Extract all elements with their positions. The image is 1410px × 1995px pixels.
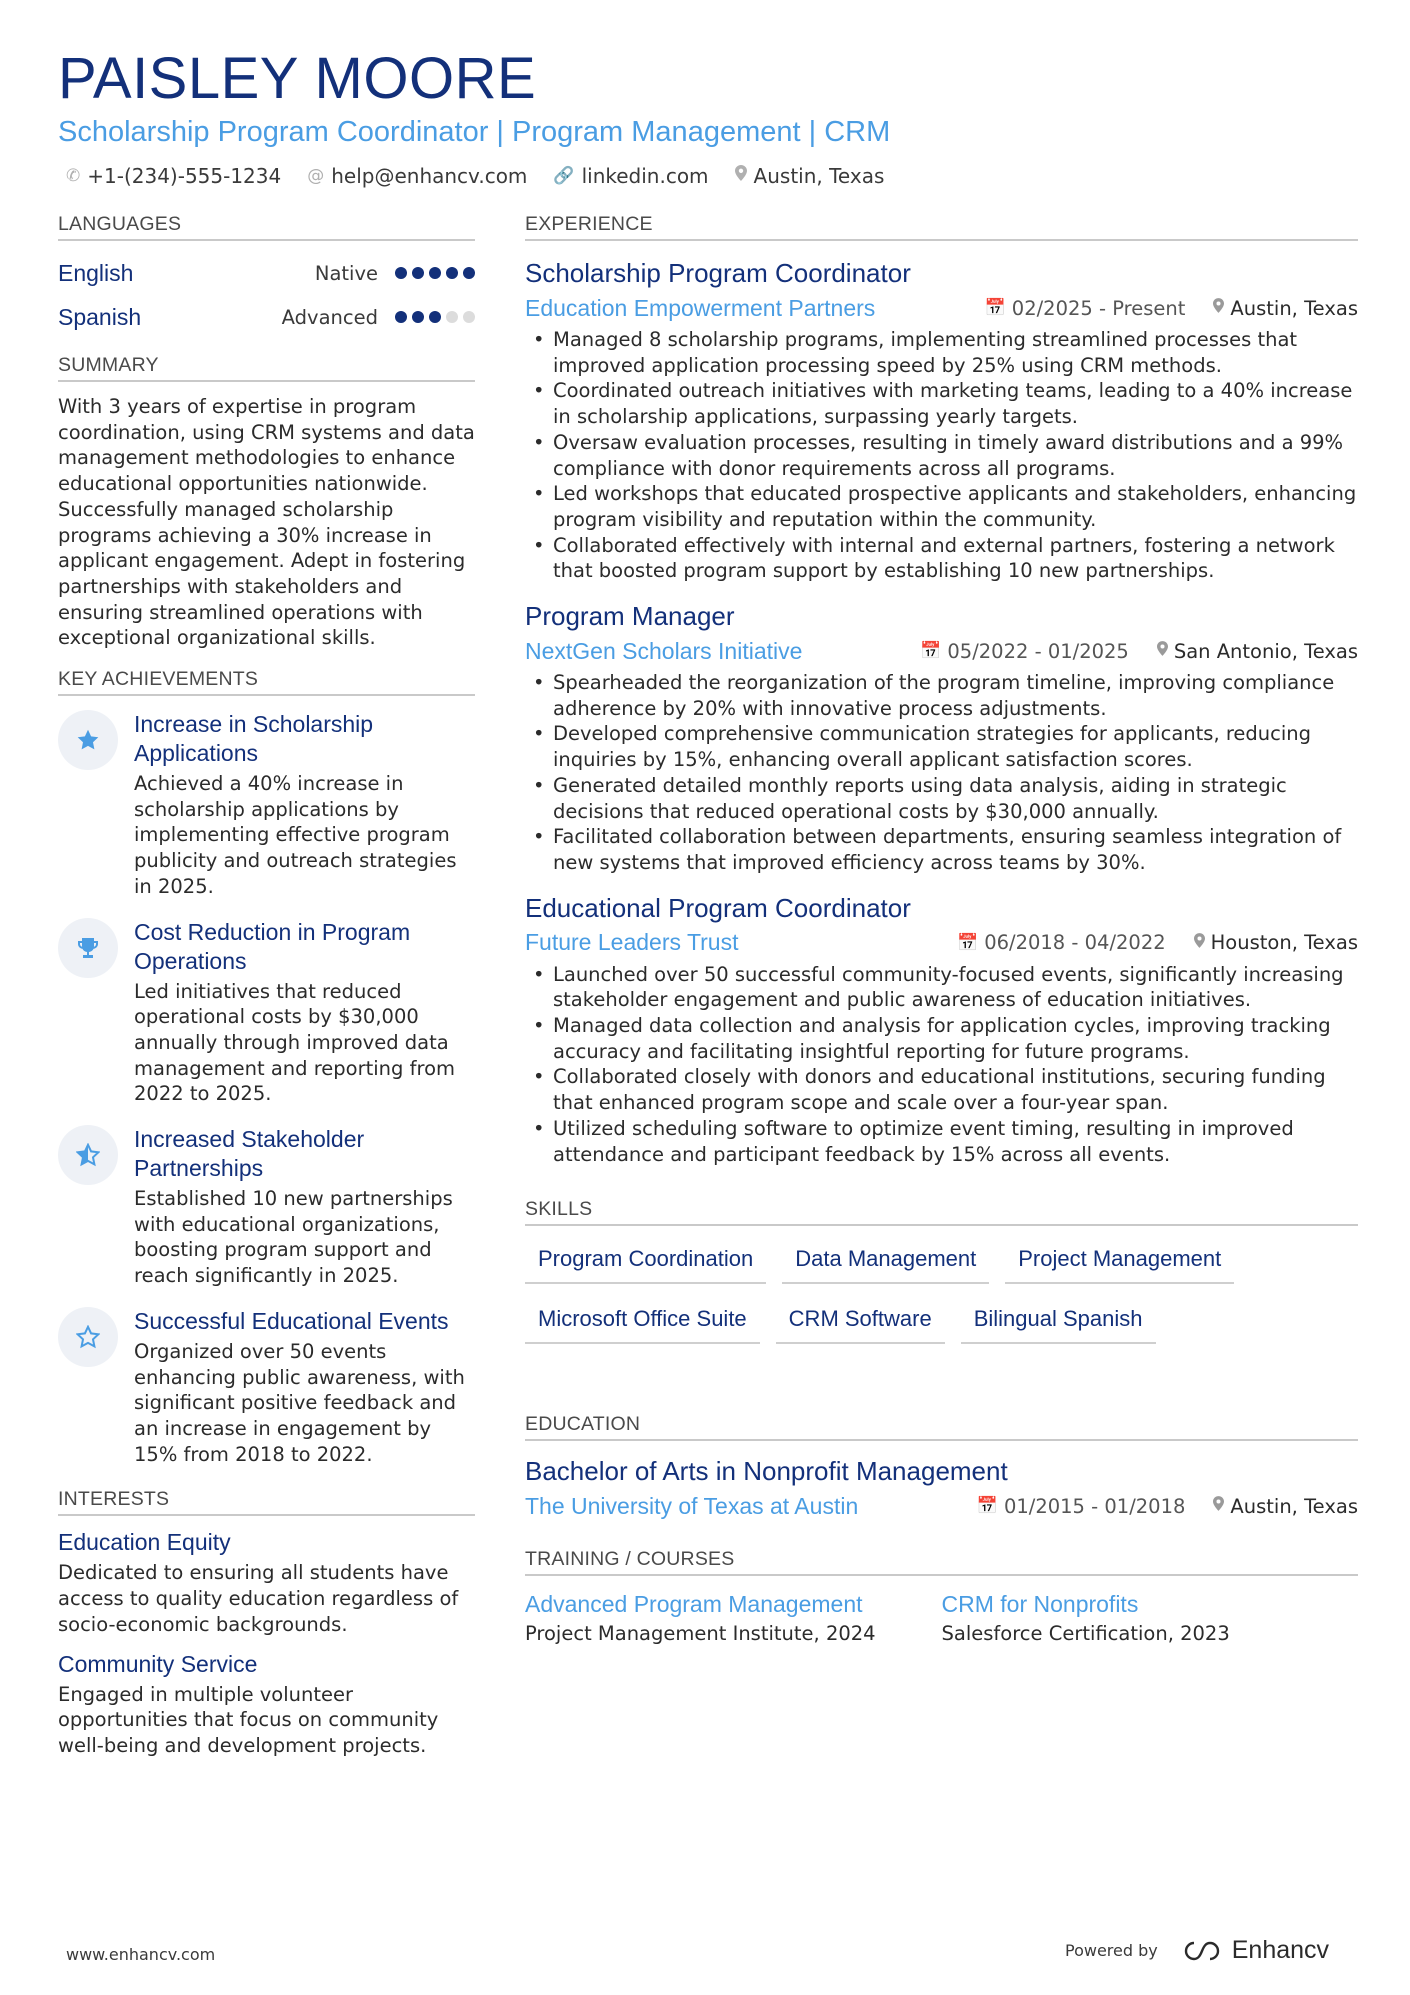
summary-text: With 3 years of expertise in program coordination, using CRM systems and data management methodologies to enhance educational opportunities nationwide. Successfully managed scholarship programs achieving a 30% increase in applicant engagement. Adept in fostering partnerships with stakeholders and ensuring streamlined operations with exceptional organizational skills. bbox=[58, 395, 475, 650]
proficiency-dot bbox=[412, 311, 424, 323]
job-title: Program Manager bbox=[525, 601, 735, 632]
job-bullet: • Developed comprehensive communication strategies for applicants, reducing inquiries by 15%, enhancing overall applicant satisfaction scores. bbox=[525, 721, 1358, 772]
achievement-item bbox=[58, 710, 475, 900]
brand-logo[interactable] bbox=[1180, 1936, 1329, 1965]
achievement-text: Led initiatives that reduced operational costs by $30,000 annually through improved data management and reporting from 2022 to 2025. bbox=[134, 979, 455, 1106]
job-meta bbox=[525, 928, 1358, 958]
job-entry bbox=[525, 257, 1358, 584]
skill-tag: CRM Software bbox=[776, 1300, 945, 1344]
job-date bbox=[920, 640, 1129, 663]
contact-email-text: help@enhancv.com bbox=[331, 164, 528, 188]
languages-list bbox=[58, 251, 475, 339]
contact-email[interactable] bbox=[307, 163, 527, 189]
phone-icon: ✆ bbox=[66, 166, 81, 186]
language-name: Spanish bbox=[58, 303, 142, 330]
skills-list bbox=[525, 1240, 1358, 1344]
course-item bbox=[942, 1590, 1359, 1648]
interests-title: INTERESTS bbox=[58, 1487, 475, 1516]
star-icon bbox=[58, 710, 118, 770]
language-proficiency-dots bbox=[395, 267, 475, 279]
course-provider: Salesforce Certification, 2023 bbox=[941, 1622, 1230, 1646]
language-name: English bbox=[58, 259, 134, 286]
brand-name: Enhancv bbox=[1231, 1936, 1330, 1964]
skills-title: SKILLS bbox=[525, 1197, 1358, 1226]
language-proficiency-dots bbox=[395, 311, 475, 323]
job-meta bbox=[525, 636, 1358, 666]
job-bullet: • Oversaw evaluation processes, resulting in timely award distributions and a 99% compliance with donor requirements across all programs. bbox=[525, 430, 1358, 481]
job-bullet: • Facilitated collaboration between departments, ensuring seamless integration of new systems that improved efficiency across teams by 30%. bbox=[525, 824, 1358, 875]
skill-tag: Bilingual Spanish bbox=[961, 1300, 1156, 1344]
location-icon bbox=[735, 163, 747, 189]
interest-title: Education Equity bbox=[58, 1529, 231, 1556]
job-location bbox=[1194, 931, 1358, 954]
location-icon bbox=[1157, 641, 1168, 661]
education-location-text: Austin, Texas bbox=[1230, 1494, 1358, 1518]
achievement-title: Successful Educational Events bbox=[134, 1307, 449, 1334]
calendar-icon: 📅 bbox=[957, 932, 979, 953]
language-level: Advanced bbox=[281, 305, 378, 329]
job-bullet: • Launched over 50 successful community-focused events, significantly increasing stakeholder engagement and public awareness of education initiatives. bbox=[525, 962, 1358, 1013]
job-bullet: • Led workshops that educated prospective applicants and stakeholders, enhancing program visibility and reputation within the community. bbox=[525, 481, 1358, 532]
summary-title: SUMMARY bbox=[58, 353, 475, 382]
skill-tag: Data Management bbox=[782, 1240, 989, 1284]
job-location bbox=[1213, 297, 1358, 320]
job-bullet: • Coordinated outreach initiatives with marketing teams, leading to a 40% increase in scholarship applications, surpassing yearly targets. bbox=[525, 378, 1358, 429]
job-bullet: • Collaborated closely with donors and educational institutions, securing funding that enhanced program scope and scale over a four-year span. bbox=[525, 1064, 1358, 1115]
job-entry bbox=[525, 892, 1358, 1168]
skill-tag: Microsoft Office Suite bbox=[525, 1300, 760, 1344]
achievement-text: Organized over 50 events enhancing public awareness, with significant positive feedback and an increase in engagement by 15% from 2018 to 2022. bbox=[134, 1339, 465, 1466]
contact-bar bbox=[66, 163, 884, 189]
footer-branding bbox=[1065, 1936, 1329, 1965]
job-title: Scholarship Program Coordinator bbox=[525, 258, 911, 288]
interest-item bbox=[58, 1650, 475, 1759]
calendar-icon: 📅 bbox=[920, 641, 942, 662]
course-title: Advanced Program Management bbox=[525, 1591, 863, 1618]
achievement-title: Cost Reduction in Program Operations bbox=[134, 918, 411, 974]
job-bullet: • Spearheaded the reorganization of the program timeline, improving compliance adherence by 20% with innovative process adjustments. bbox=[525, 670, 1358, 721]
interest-item bbox=[58, 1528, 475, 1637]
achievement-item bbox=[58, 918, 475, 1108]
skill-tag: Program Coordination bbox=[525, 1240, 766, 1284]
job-company: NextGen Scholars Initiative bbox=[525, 637, 803, 664]
education-location bbox=[1213, 1495, 1358, 1518]
location-icon bbox=[1213, 298, 1224, 318]
education-degree: Bachelor of Arts in Nonprofit Management bbox=[525, 1456, 1008, 1487]
job-location-text: Austin, Texas bbox=[1230, 296, 1358, 320]
job-bullet: • Utilized scheduling software to optimize event timing, resulting in improved attendance and participant feedback by 15% across all events. bbox=[525, 1116, 1358, 1167]
interest-text: Dedicated to ensuring all students have access to quality education regardless of socio-economic backgrounds. bbox=[58, 1561, 459, 1636]
job-bullets bbox=[525, 962, 1358, 1168]
job-bullet: • Collaborated effectively with internal and external partners, fostering a network that boosted program support by establishing 10 new partnerships. bbox=[525, 533, 1358, 584]
achievements-title: KEY ACHIEVEMENTS bbox=[58, 667, 475, 696]
job-meta bbox=[525, 293, 1358, 323]
job-title: Educational Program Coordinator bbox=[525, 892, 911, 923]
achievement-item bbox=[58, 1125, 475, 1289]
achievement-item bbox=[58, 1307, 475, 1468]
job-date-text: 02/2025 - Present bbox=[1011, 296, 1186, 320]
calendar-icon: 📅 bbox=[976, 1496, 998, 1517]
course-title: CRM for Nonprofits bbox=[941, 1591, 1139, 1618]
job-date-text: 06/2018 - 04/2022 bbox=[984, 931, 1166, 955]
proficiency-dot bbox=[412, 267, 424, 279]
star-outline-icon bbox=[58, 1307, 118, 1367]
education-date bbox=[977, 1495, 1186, 1518]
experience-title: EXPERIENCE bbox=[525, 212, 1358, 241]
candidate-name: PAISLEY MOORE bbox=[58, 46, 537, 111]
proficiency-dot bbox=[463, 311, 475, 323]
job-location-text: San Antonio, Texas bbox=[1173, 639, 1358, 663]
job-location-text: Houston, Texas bbox=[1210, 931, 1358, 955]
half-star-icon bbox=[58, 1125, 118, 1185]
powered-by-label: Powered by bbox=[1065, 1941, 1158, 1960]
contact-location bbox=[735, 163, 885, 189]
achievement-title: Increased Stakeholder Partnerships bbox=[134, 1126, 365, 1182]
left-column bbox=[58, 212, 475, 1759]
education-meta bbox=[525, 1491, 1358, 1521]
job-bullet: • Generated detailed monthly reports using data analysis, aiding in strategic decisions that reduced operational costs by $30,000 annually. bbox=[525, 773, 1358, 824]
job-company: Education Empowerment Partners bbox=[525, 294, 876, 321]
skill-tag: Project Management bbox=[1005, 1240, 1234, 1284]
job-bullets bbox=[525, 327, 1358, 584]
job-date bbox=[985, 297, 1186, 320]
job-bullets bbox=[525, 670, 1358, 876]
education-entry bbox=[525, 1455, 1358, 1521]
job-date bbox=[957, 931, 1166, 954]
interest-text: Engaged in multiple volunteer opportunities that focus on community well-being and development projects. bbox=[58, 1682, 439, 1757]
education-date-text: 01/2015 - 01/2018 bbox=[1003, 1494, 1186, 1518]
contact-linkedin-text: linkedin.com bbox=[581, 164, 709, 188]
language-level: Native bbox=[314, 261, 378, 285]
link-icon: 🔗 bbox=[553, 166, 575, 186]
contact-linkedin[interactable] bbox=[553, 163, 708, 189]
right-column bbox=[525, 212, 1358, 1648]
proficiency-dot bbox=[446, 311, 458, 323]
language-item bbox=[58, 251, 475, 295]
contact-phone-text: +1-(234)-555-1234 bbox=[87, 164, 282, 188]
contact-phone[interactable] bbox=[66, 163, 281, 189]
training-title: TRAINING / COURSES bbox=[525, 1547, 1358, 1576]
skills-area bbox=[525, 1240, 1358, 1412]
footer-website[interactable]: www.enhancv.com bbox=[66, 1945, 216, 1964]
achievement-text: Established 10 new partnerships with educational organizations, boosting program support and reach significantly in 2025. bbox=[134, 1187, 453, 1288]
job-company: Future Leaders Trust bbox=[525, 929, 739, 956]
location-icon bbox=[1213, 1496, 1224, 1516]
trophy-icon bbox=[58, 918, 118, 978]
job-location bbox=[1157, 640, 1358, 663]
contact-location-text: Austin, Texas bbox=[753, 164, 885, 188]
enhancv-logo-icon bbox=[1180, 1940, 1224, 1962]
course-item bbox=[525, 1590, 942, 1648]
languages-title: LANGUAGES bbox=[58, 212, 475, 241]
proficiency-dot bbox=[395, 311, 407, 323]
achievement-title: Increase in Scholarship Applications bbox=[134, 711, 374, 767]
proficiency-dot bbox=[429, 311, 441, 323]
interest-title: Community Service bbox=[58, 1650, 258, 1677]
education-school: The University of Texas at Austin bbox=[525, 1492, 859, 1519]
proficiency-dot bbox=[446, 267, 458, 279]
location-icon bbox=[1194, 933, 1205, 953]
proficiency-dot bbox=[463, 267, 475, 279]
job-bullet: • Managed 8 scholarship programs, implementing streamlined processes that improved application processing speed by 25% using CRM methods. bbox=[525, 327, 1358, 378]
proficiency-dot bbox=[395, 267, 407, 279]
courses-list bbox=[525, 1590, 1358, 1648]
job-date-text: 05/2022 - 01/2025 bbox=[947, 639, 1129, 663]
calendar-icon: 📅 bbox=[984, 298, 1006, 318]
job-entry bbox=[525, 600, 1358, 876]
at-icon: @ bbox=[307, 166, 325, 186]
course-provider: Project Management Institute, 2024 bbox=[525, 1622, 876, 1646]
proficiency-dot bbox=[429, 267, 441, 279]
job-bullet: • Managed data collection and analysis for application cycles, improving tracking accuracy and facilitating insightful reporting for future programs. bbox=[525, 1013, 1358, 1064]
education-title: EDUCATION bbox=[525, 1412, 1358, 1441]
candidate-headline: Scholarship Program Coordinator | Program Management | CRM bbox=[58, 116, 891, 148]
language-item bbox=[58, 295, 475, 339]
achievement-text: Achieved a 40% increase in scholarship applications by implementing effective program publicity and outreach strategies in 2025. bbox=[134, 772, 457, 898]
